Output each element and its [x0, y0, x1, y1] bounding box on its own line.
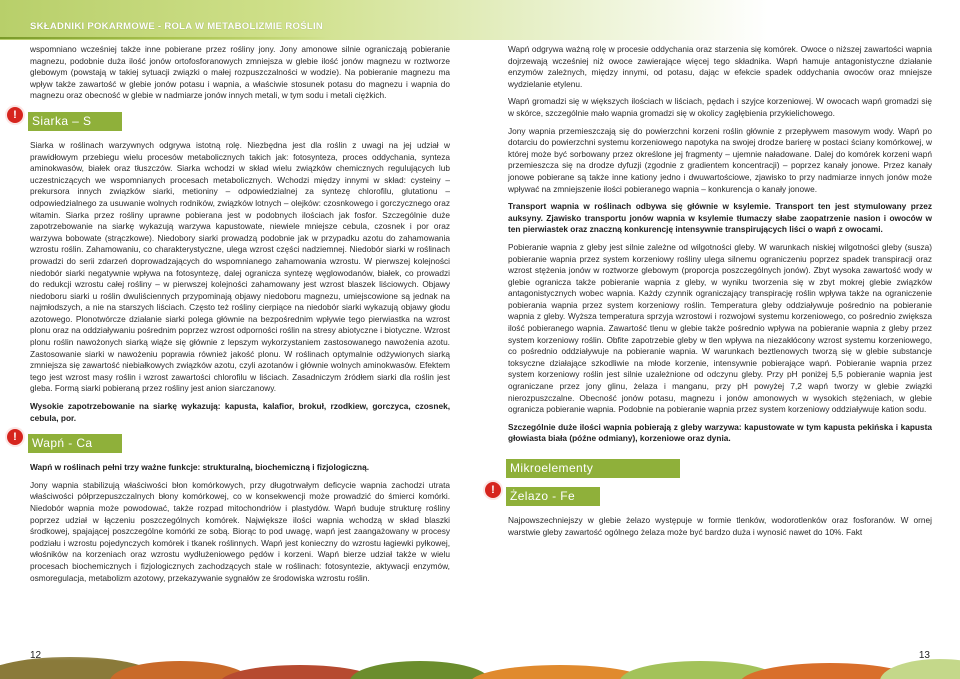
- calcium-uptake-paragraph: Jony wapnia przemieszczają się do powierzchni korzeni roślin głównie z przepływem masowym wody. Wapń po dotarciu do powierzchni systemu korzeniowego napotyka na swojej drodze barierę w postaci ściany komórkowej, w której może być sorbowany przez określone jej fragmenty – ujemnie naładowane. Dalej do komórek korzeni wapń przemieszcza się na drodze dyfuzji (zgodnie z gradientem koncentracji) – poprzez kanały jonowe. Przez kanały jonowe pobierane są także inne kationy jedno i dwuwartościowe, zjawisko to przy nadmiarze innych jonów może wpływać na zmniejszenie ilości pobieranego wapnia – konkurencja o kanały jonowe.: [508, 125, 932, 194]
- exclamation-warning-icon: !: [7, 429, 23, 445]
- header-band: [0, 0, 960, 40]
- calcium-section-heading: [13, 431, 450, 454]
- sulfur-heading-label: Siarka – S: [28, 112, 122, 131]
- exclamation-warning-icon: !: [7, 107, 23, 123]
- right-column: [491, 44, 932, 538]
- calcium-functions-paragraph: Wapń w roślinach pełni trzy ważne funkcje: strukturalną, biochemiczną i fizjologiczną.: [30, 462, 370, 473]
- calcium-paragraph: Jony wapnia stabilizują właściwości błon komórkowych, przy długotrwałym deficycie wapnia zachodzi utrata właściwości półprzepuszczalnych błony komórkowej, co w konsekwencji może prowadzić do śmierci komórki. Niedobór wapnia może powodować, także rozpad mitochondriów i plastydów. Wapń buduje strukturę rośliny poprzez udział w łączeniu poszczególnych komórek. Największe ilości wapnia wchodzą w skład blaszki środkowej, spajającej poszczególne komórki ze sobą. Biorąc to pod uwagę, wapń jest zaangażowany w procesy podziału i wzrostu pojedynczych komórek i tkanek roślinnych. Wapń jest konieczny do wzrostu łagiewki pyłkowej, włośników na korzeniach oraz wzrostu wydłużeniowego pędów i korzeni. Wapń bierze udział także w wielu procesach biochemicznych i fizjologicznych zachodzących stale w roślinach: fotosyntezie, aktywacji enzymów, osmoregulacja, metabolizm azotowy, przekazywanie sygnałów ze środowiska wzrostu roślin.: [30, 479, 450, 583]
- iron-section-heading: [491, 484, 932, 507]
- calcium-transport-paragraph: Transport wapnia w roślinach odbywa się głównie w ksylemie. Transport ten jest stymulowany przez auksyny. Zjawisko transportu jonów wapnia w ksylemie tłumaczy słabe zaopatrzenie nasion i owoców w ten pierwiastek oraz znaczną konkurencję intensywnie transpirujących liści o wapń z owocami.: [508, 201, 932, 235]
- sulfur-demand-paragraph: Wysokie zapotrzebowanie na siarkę wykazują: kapusta, kalafior, brokuł, rzodkiew, gorczyca, czosnek, cebula, por.: [30, 401, 450, 423]
- iron-paragraph: Najpowszechniejszy w glebie żelazo występuje w formie tlenków, wodorotlenków oraz fosforanów. W ornej warstwie gleby zawartość ogólnego żelaza może być bardzo duża i wynosić nawet do 10%. Fakt: [508, 515, 932, 537]
- calcium-accumulation-paragraph: Wapń gromadzi się w większych ilościach w liściach, pędach i szyjce korzeniowej. W owocach wapń gromadzi się w skórce, szczególnie mało wapnia gromadzi się w okolicy zagłębienia przykielichowego.: [508, 96, 932, 118]
- microelements-heading-label: Mikroelementy: [506, 459, 680, 478]
- microelements-section-heading: [508, 459, 932, 479]
- vegetables-decoration-image: [0, 633, 960, 679]
- magnesium-continuation-paragraph: wspomniano wcześniej także inne pobierane przez rośliny jony. Jony amonowe silnie ograniczają pobieranie magnezu, podobnie duża ilość jonów ortofosforanowych zmniejsza w glebie ilość jonów magnezu w roztworze glebowym (powstają w takiej sytuacji związki o małej rozpuszczalności w wodzie). Na pobieranie magnezu ma wpływ także zawartość w glebie jonów potasu i wapnia, a właściwie stosunek potasu do magnezu i wapnia do magnezu oraz obecność w glebie w nadmiarze jonów innych metali, w tym sodu i metali ciężkich.: [30, 44, 450, 101]
- sulfur-paragraph: Siarka w roślinach warzywnych odgrywa istotną rolę. Niezbędna jest dla roślin z uwagi na jej udział w prawidłowym przebiegu wielu procesów metabolicznych takich jak: fotosynteza, proces oddychania, synteza aminokwasów, białek oraz tłuszczów. Siarka wchodzi w skład wielu związków chemicznych regulujących lub uczestniczących we wspomnianych procesach metabolicznych. Wchodzi między innymi w skład: cysteiny – prekursora innych związków siarki, metioniny – odpowiedzialnej za syntezę chlorofilu, glutationu – odpowiedzialnego za usuwanie wolnych rodników, związków lotnych – olejków: czosnkowego i gorczycznego oraz witamin. Siarka przez rośliny uprawne pobierana jest w podobnych ilościach jak fosfor. Szczególnie duże zapotrzebowanie na siarkę wykazują warzywa kapustowate, niewiele mniejsze cebula, czosnek i por oraz warzywa bobowate (strączkowe). Niedobory siarki prowadzą podobnie jak w przypadku azotu do zahamowania wzrostu roślin. Zahamowaniu, co charakterystyczne, ulega wzrost części nadziemnej. Niedobór siarki w roślinach prowadzi do serii zdarzeń doprowadzających do wspomnianego zahamowania wzrostu. W pierwszej kolejności niedobór siarki negatywnie wpływa na fotosyntezę, dalej ogranicza syntezę węglowodanów, białek, co prowadzi do redukcji wzrostu całej rośliny – w pierwszej kolejności zahamowany jest wzrost blaszek liściowych. Objawy niedoboru siarki u roślin dwuliściennych przypominają objawy niedoboru magnezu, umiejscowione są jednak na najmłodszych, a nie na starszych liściach. Często też rośliny cierpiące na niedobór siarki wykazują objawy głodu azotowego. Plonotwórcze działanie siarki polega głównie na bezpośrednim wpływie tego pierwiastka na wzrost plonu oraz na oddziaływaniu pośrednim poprzez wzrost odporności roślin na stresy abiotyczne i biotyczne. Wzrost plonu roślin nawożonych siarką wiąże się głównie z lepszym wykorzystaniem zastosowanego nawożenia azotu. Zastosowanie siarki w nawożeniu poprawia również jakość plonu. W roślinach optymalnie odżywionych siarką zmniejsza się zawartość niebiałkowych związków azotu, czyli azotanów i głównie wolnych aminokwasów. Efektem tego jest wzrost masy roślin i wzrost zawartości chlorofilu w liściach. Zasadniczym źródłem siarki dla roślin jest gleba. Formą siarki pobieraną przez rośliny jest anion siarczanowy.: [30, 139, 450, 394]
- calcium-respiration-paragraph: Wapń odgrywa ważną rolę w procesie oddychania oraz starzenia się komórek. Owoce o niższej zawartości wapnia dojrzewają wcześniej niż owoce zawierające więcej tego składnika. Wapń hamuje antagonistyczne działanie enzymów zależnych, między innymi, od potasu, dając w efekcie spadek oddychania owoców oraz mniejsze wydzielanie etylenu.: [508, 44, 932, 89]
- calcium-vegetables-paragraph: Szczególnie duże ilości wapnia pobierają z gleby warzywa: kapustowate w tym kapusta pekińska i kapusta głowiasta biała (późne odmiany), korzeniowe oraz dynia.: [508, 421, 932, 444]
- running-header-title: SKŁADNIKI POKARMOWE - ROLA W METABOLIZMIE ROŚLIN: [30, 21, 324, 32]
- header-rule: [0, 37, 330, 39]
- exclamation-warning-icon: !: [485, 482, 501, 498]
- sulfur-section-heading: [13, 108, 450, 132]
- iron-heading-label: Żelazo - Fe: [506, 487, 600, 506]
- calcium-soil-paragraph: Pobieranie wapnia z gleby jest silnie zależne od wilgotności gleby. W warunkach niskiej wilgotności gleby (susza) pobieranie wapnia przez system korzeniowy rośliny ulega silnemu ograniczeniu poprzez spadek transpiracji oraz wzrost stężenia jonów w roztworze glebowym (proporcja poszczególnych jonów). Zbyt wysoka zawartość wody w glebie ogranicza także pobieranie wapnia z gleby, w wyniku tworzenia się w zbyt mokrej glebie związków antagonistycznych wobec wapnia. Każdy czynnik ograniczający transpirację roślin wpływa także na ograniczenie pobierania wapnia przez system korzeniowy roślin. Temperatura gleby oddziaływuje pośrednio na pobieranie wapnia z gleby. Wyższa temperatura sprzyja wzrostowi i rozwojowi systemu korzeniowego, co pośrednio zwiększa ilość pobieranego wapnia. Zawartość tlenu w glebie także pośrednio wpływa na pobieranie wapnia z gleby przez system korzeniowy roślin. Obfite zapotrzebie gleby w tlen wpływa na niezakłócony wzrost systemu korzeniowego, co pośrednio oddziaływuje na pobieranie wapnia. W warunkach beztlenowych tworzą się w glebie substancje toksyczne działające szkodliwie na młode korzenie, intensywnie pobierające wapń. Pobieranie wapnia przez system korzeniowy roślin jest silnie uzależnione od odczynu gleby. Przy pH poniżej 5,5 pobieranie wapnia jest ograniczane przez jony glinu, żelaza i manganu, przy pH powyżej 7,2 wapń tworzy w glebie związki nierozpuszczalne. Obecność jonów potasu, magnezu i jonów amonowych w wysokich stężeniach, w glebie ogranicza pobieranie wapnia. Podobnie na pobieranie wapnia przez system korzeniowy oddziaływuje kation sodu.: [508, 241, 932, 415]
- page-number-right: 13: [918, 650, 930, 661]
- left-column: [13, 44, 450, 584]
- page-number-left: 12: [30, 650, 42, 661]
- calcium-heading-label: Wapń - Ca: [28, 434, 122, 453]
